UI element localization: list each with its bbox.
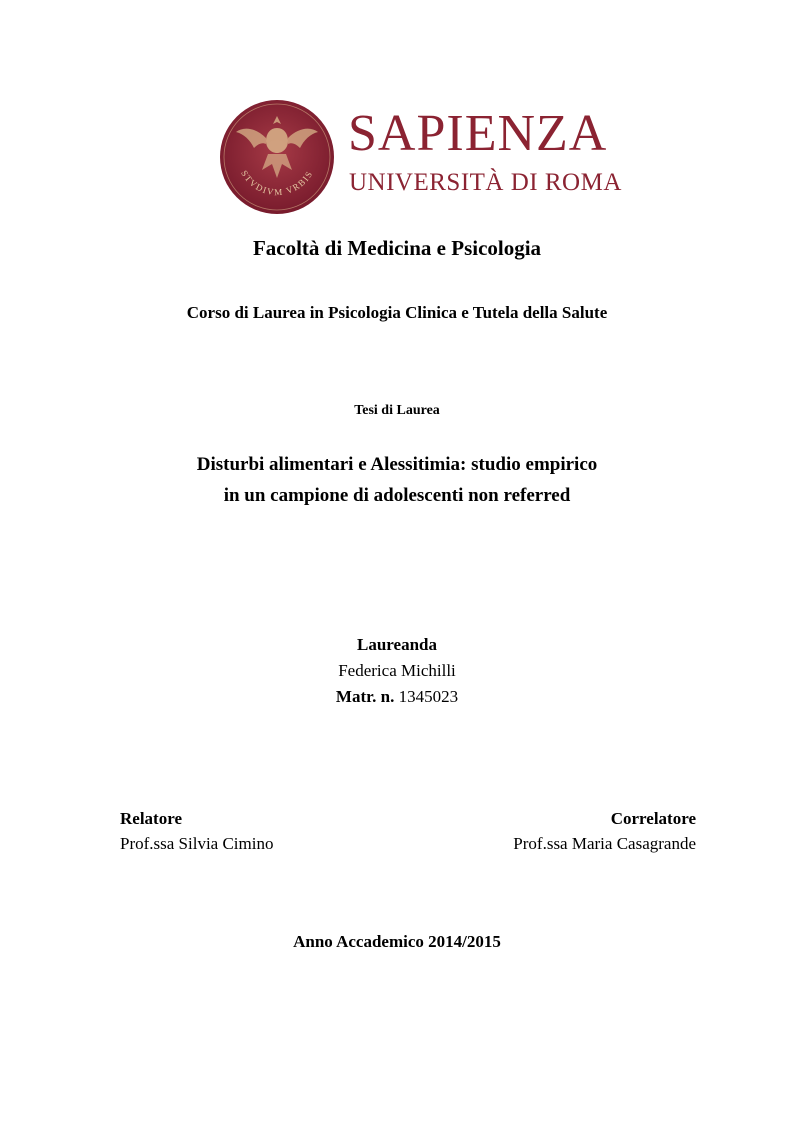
thesis-type: Tesi di Laurea (354, 403, 440, 418)
logo-subline: UNIVERSITÀ DI ROMA (349, 169, 622, 196)
candidate-label: Laureanda (357, 635, 437, 654)
logo-wordmark: SAPIENZA (348, 105, 608, 162)
faculty-title: Facoltà di Medicina e Psicologia (252, 236, 542, 260)
relatore-name: Prof.ssa Silvia Cimino (120, 834, 274, 853)
candidate-name: Federica Michilli (338, 661, 456, 680)
university-seal-icon (218, 98, 336, 216)
relatore-label: Relatore (120, 809, 182, 828)
correlatore-label: Correlatore (610, 809, 696, 828)
course-title: Corso di Laurea in Psicologia Clinica e Tutela della Salute (186, 303, 608, 322)
thesis-title-line-1: Disturbi alimentari e Alessitimia: studio empirico (196, 454, 598, 475)
correlatore-name: Prof.ssa Maria Casagrande (513, 834, 696, 853)
thesis-title-line-2: in un campione di adolescenti non referred (223, 485, 571, 506)
candidate-matriculation (0, 687, 794, 707)
academic-year: Anno Accademico 2014/2015 (293, 932, 501, 951)
seal-motto: STVDIVM VRBIS (239, 168, 315, 198)
matriculation-label: Matr. n. (335, 687, 395, 706)
matriculation-number: 1345023 (398, 687, 459, 706)
